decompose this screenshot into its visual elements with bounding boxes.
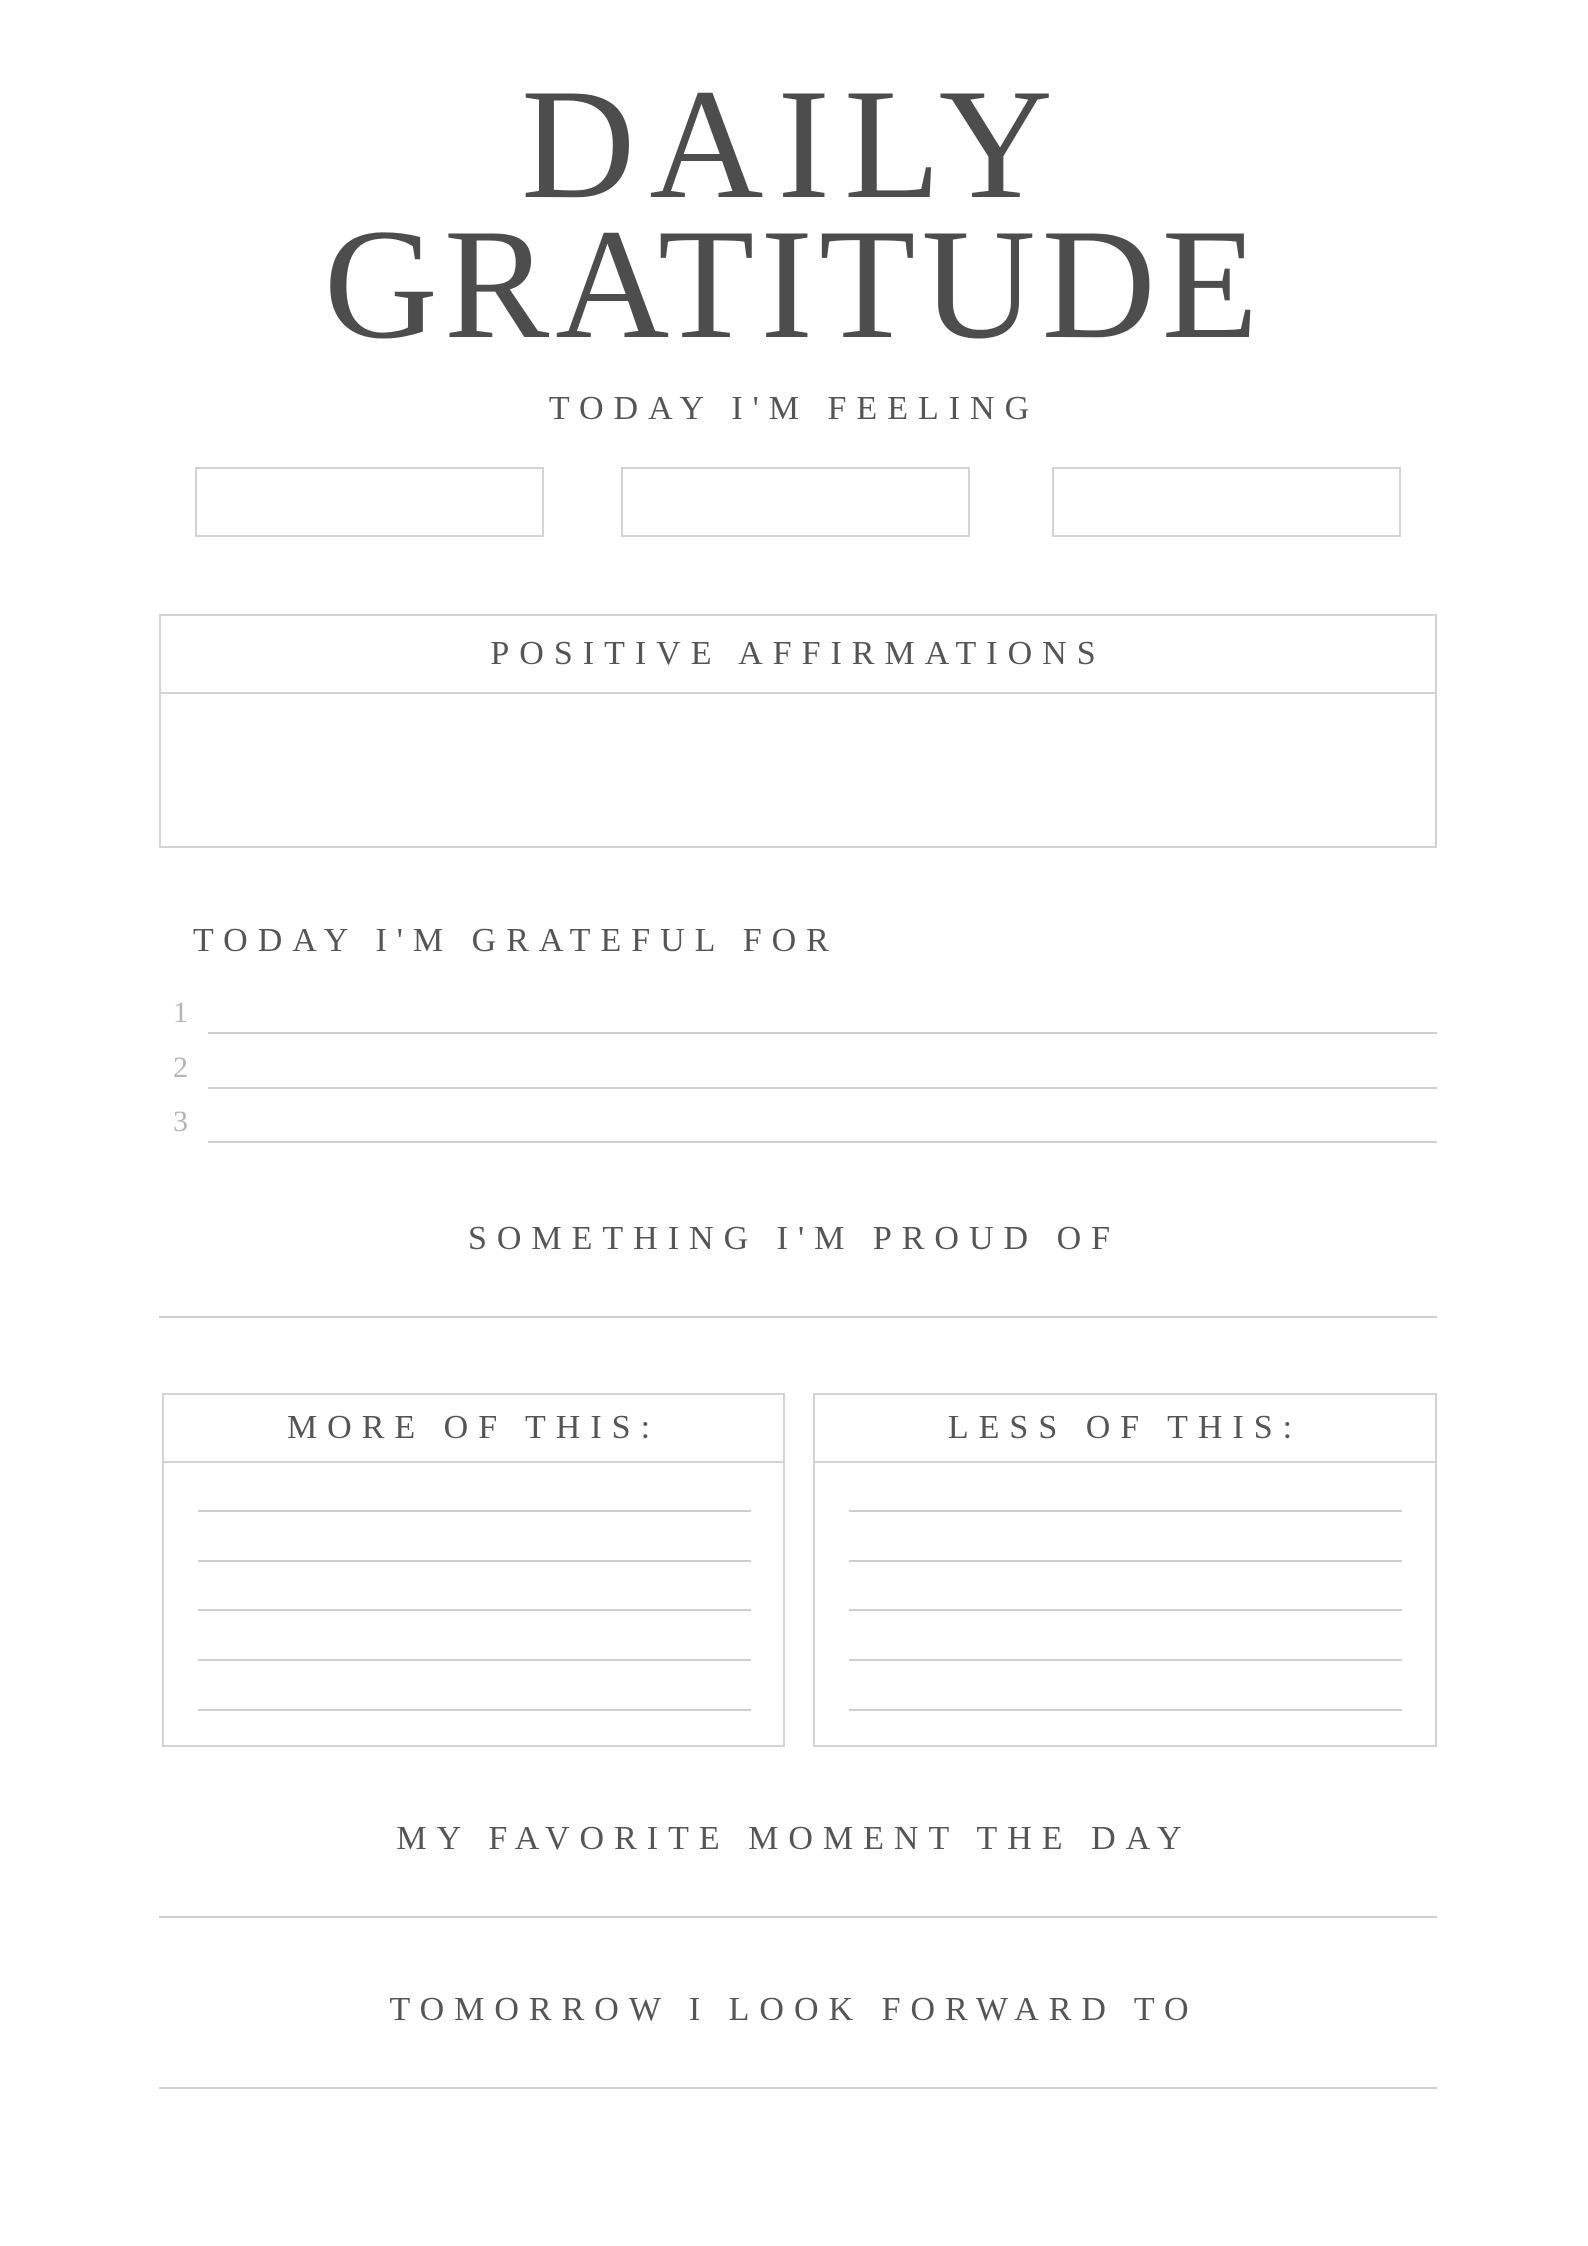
more-line-4[interactable]	[198, 1659, 751, 1661]
affirmations-panel	[159, 614, 1437, 848]
less-line-4[interactable]	[849, 1659, 1402, 1661]
feeling-box-2[interactable]	[621, 467, 970, 537]
favorite-label: MY FAVORITE MOMENT THE DAY	[396, 1820, 1192, 1857]
grateful-number-3: 3	[173, 1105, 188, 1138]
less-line-2[interactable]	[849, 1560, 1402, 1562]
grateful-number-2: 2	[173, 1051, 188, 1084]
page-title-line-1: DAILY	[521, 57, 1067, 232]
grateful-line-1[interactable]	[208, 1032, 1437, 1034]
more-header	[164, 1395, 783, 1463]
page-title-line-2: GRATITUDE	[323, 197, 1265, 372]
feeling-label: TODAY I'M FEELING	[548, 390, 1040, 427]
feeling-box-1[interactable]	[195, 467, 544, 537]
less-panel	[813, 1393, 1437, 1747]
affirmations-area[interactable]	[161, 694, 1435, 846]
affirmations-header	[161, 616, 1435, 694]
tomorrow-line[interactable]	[159, 2087, 1437, 2089]
proud-line[interactable]	[159, 1316, 1437, 1318]
grateful-label: TODAY I'M GRATEFUL FOR	[193, 922, 839, 959]
less-line-1[interactable]	[849, 1510, 1402, 1512]
more-panel	[162, 1393, 785, 1747]
more-label: MORE OF THIS:	[286, 1409, 661, 1446]
more-line-3[interactable]	[198, 1609, 751, 1611]
more-line-1[interactable]	[198, 1510, 751, 1512]
grateful-line-2[interactable]	[208, 1087, 1437, 1089]
grateful-number-1: 1	[173, 996, 188, 1029]
more-line-2[interactable]	[198, 1560, 751, 1562]
proud-label: SOMETHING I'M PROUD OF	[467, 1220, 1121, 1257]
grateful-line-3[interactable]	[208, 1141, 1437, 1143]
feeling-box-3[interactable]	[1052, 467, 1401, 537]
more-line-5[interactable]	[198, 1709, 751, 1711]
affirmations-label: POSITIVE AFFIRMATIONS	[490, 635, 1106, 672]
less-line-5[interactable]	[849, 1709, 1402, 1711]
less-line-3[interactable]	[849, 1609, 1402, 1611]
less-header	[815, 1395, 1435, 1463]
favorite-line[interactable]	[159, 1916, 1437, 1918]
tomorrow-label: TOMORROW I LOOK FORWARD TO	[389, 1991, 1199, 2028]
less-label: LESS OF THIS:	[947, 1409, 1303, 1446]
